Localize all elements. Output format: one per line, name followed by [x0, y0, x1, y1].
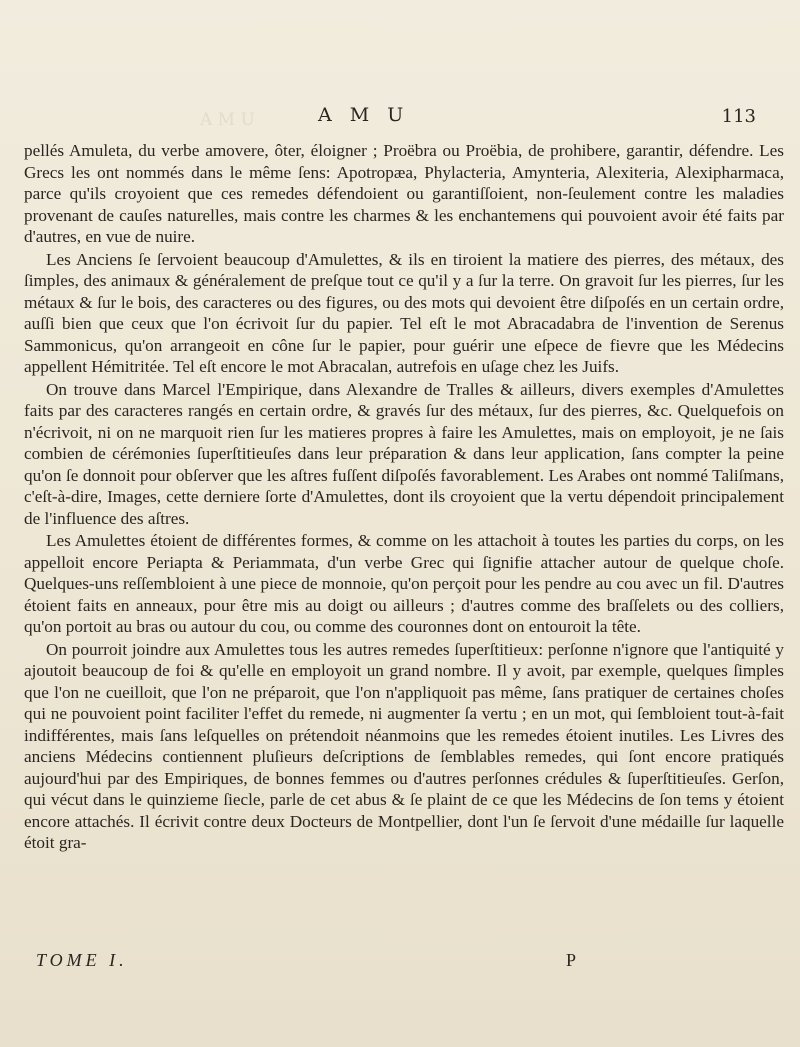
- page-body: [24, 140, 784, 855]
- running-head: A M U: [318, 104, 410, 126]
- show-through-text: A M U: [200, 110, 255, 130]
- gathering-mark: P: [565, 950, 576, 970]
- paragraph-4: Les Amulettes étoient de différentes formes, & comme on les attachoit à toutes les parties du corps, on les appelloit encore Periapta & Periammata, d'un verbe Grec qui ſignifie attacher autour de quelque choſe. Quelques-uns reſſembloient à une piece de monnoie, qu'on perçoit pour les pendre au cou avec un fil. D'autres étoient faits en anneaux, pour être mis au doigt ou ailleurs ; d'autres comme des braſſelets ou des colliers, qu'on portoit au bras ou autour du cou, ou comme des couronnes dont on entouroit la tête.: [24, 531, 784, 636]
- page-footer: [24, 950, 784, 974]
- paragraph-5: On pourroit joindre aux Amulettes tous les autres remedes ſuperſtitieux: perſonne n'ignore que l'antiquité y ajoutoit beaucoup de foi & qu'elle en employoit un grand nombre. Il y avoit, par exemple, quelques ſimples que l'on ne cueilloit, que l'on ne préparoit, que l'on n'appliquoit pas même, ſans pratiquer de certaines choſes qui ne pouvoient point faciliter l'effet du remede, ni augmenter ſa vertu ; en un mot, qui ſembloient tout-à-fait indifférentes, mais ſans leſquelles on prétendoit néanmoins que les remedes étoient inutiles. Les Livres des anciens Médecins contiennent pluſieurs deſcriptions de ſemblables remedes, qui ſont encore pratiqués aujourd'hui par des Empiriques, de bonnes femmes ou d'autres perſonnes crédules & ſuperſtitieuſes. Gerſon, qui vécut dans le quinzieme ſiecle, parle de cet abus & ſe plaint de ce que les Médecins de ſon tems y étoient encore attachés. Il écrivit contre deux Docteurs de Montpellier, dont l'un ſe ſervoit d'une médaille ſur laquelle étoit gra-: [24, 639, 784, 852]
- paragraph-1: pellés Amuleta, du verbe amovere, ôter, éloigner ; Proëbra ou Proëbia, de prohibere, garantir, défendre. Les Grecs les ont nommés dans le même ſens: Apotropæa, Phylacteria, Amynteria, Alexiteria, Alexipharmaca, parce qu'ils croyoient que ces remedes défendoient ou garantiſſoient, non-ſeulement contre les maladies provenant de cauſes naturelles, mais contre les charmes & les enchantemens qui pouvoient avoir été faits par d'autres, en vue de nuire.: [24, 141, 784, 246]
- page-number: 113: [721, 106, 756, 127]
- volume-signature: TOME I.: [36, 950, 128, 970]
- paragraph-3: On trouve dans Marcel l'Empirique, dans Alexandre de Tralles & ailleurs, divers exemples d'Amulettes faits par des caracteres rangés en certain ordre, & gravés ſur des métaux, ſur des pierres, &c. Quelquefois on n'écrivoit, ni on ne marquoit rien ſur les matieres propres à faire les Amulettes, mais on employoit, je ne ſais combien de cérémonies ſuperſtitieuſes dans leur préparation & dans leur application, ſans compter la peine qu'on ſe donnoit pour obſerver que les aſtres fuſſent diſpoſés favorablement. Les Arabes ont nommé Taliſmans, c'eſt-à-dire, Images, cette derniere ſorte d'Amulettes, dont ils croyoient que la vertu dépendoit principalement de l'influence des aſtres.: [24, 379, 784, 528]
- page-header: [0, 104, 800, 134]
- paragraph-2: Les Anciens ſe ſervoient beaucoup d'Amulettes, & ils en tiroient la matiere des pierres, des métaux, des ſimples, des animaux & généralement de preſque tout ce qu'il y a ſur la terre. On gravoit ſur les pierres, ſur les métaux & ſur le bois, des caracteres ou des figures, ou des mots qui devoient être diſpoſés en un certain ordre, auſſi bien que ceux que l'on écrivoit ſur du papier. Tel eſt le mot Abracadabra de l'invention de Serenus Sammonicus, qu'on arrangeoit en cône ſur le papier, pour guérir une eſpece de fievre que les Médecins appellent Hémitritée. Tel eſt encore le mot Abracalan, autrefois en uſage chez les Juifs.: [24, 249, 784, 376]
